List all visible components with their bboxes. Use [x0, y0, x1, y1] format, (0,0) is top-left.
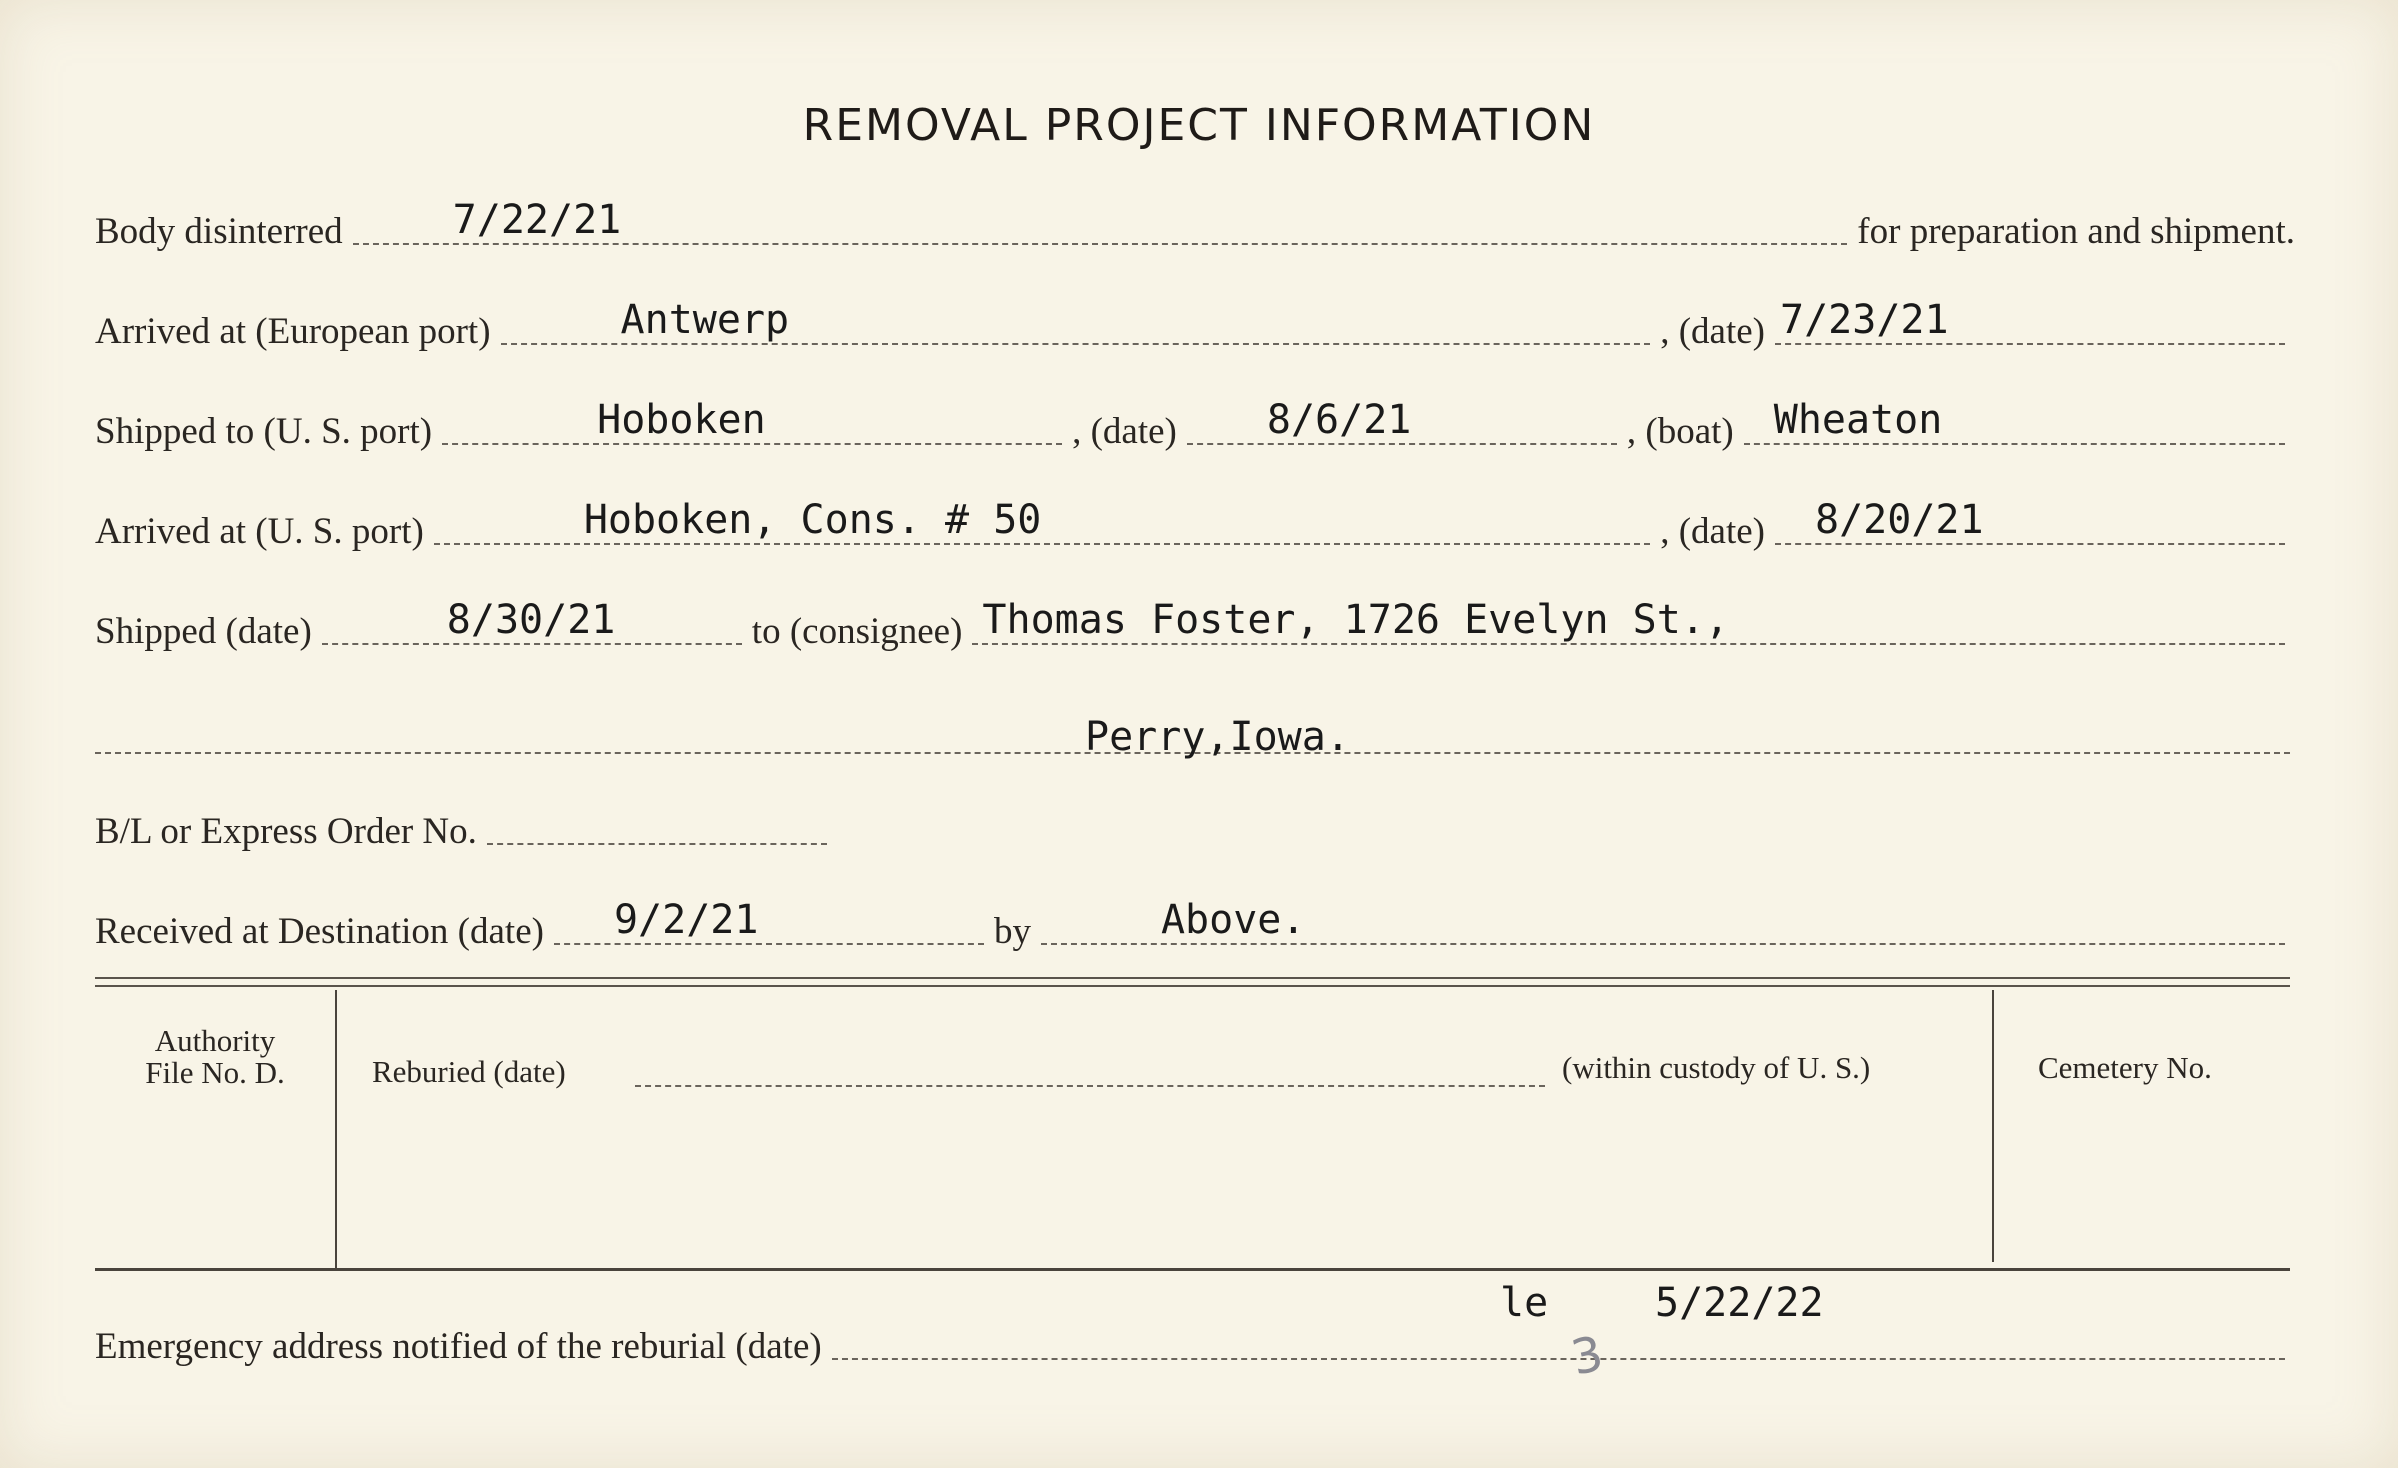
row-shipped-us [95, 395, 2295, 455]
emergency-label: Emergency address notified of the reburial (date) [95, 1326, 822, 1367]
arrived-us-date-field [1775, 483, 2285, 545]
shipped-us-boat-label: , (boat) [1626, 411, 1734, 452]
shipped-us-boat-field [1744, 383, 2285, 445]
disinterred-value: 7/22/21 [452, 197, 622, 243]
file-no-label: File No. D. [145, 1055, 285, 1090]
arrived-eu-field [501, 283, 1651, 345]
row-arrived-european [95, 295, 2295, 355]
consignee-field [972, 583, 2285, 645]
shipped-us-date-label: , (date) [1072, 411, 1177, 452]
shipped-date: 8/30/21 [446, 597, 616, 643]
bl-label: B/L or Express Order No. [95, 811, 477, 852]
arrived-us-date-label: , (date) [1660, 511, 1765, 552]
disinterred-suffix: for preparation and shipment. [1857, 211, 2295, 252]
row-arrived-us [95, 495, 2295, 555]
shipped-us-field [442, 383, 1062, 445]
received-by-label: by [993, 911, 1031, 952]
arrived-us-field [434, 483, 1650, 545]
row-disinterred [95, 195, 2295, 255]
row-bl-order [95, 795, 2295, 855]
bl-field [487, 783, 827, 845]
reburied-label: Reburied (date) [372, 1054, 566, 1089]
shipped-us-label: Shipped to (U. S. port) [95, 411, 433, 452]
box-divider-right [1992, 990, 1994, 1262]
disinterred-field [353, 183, 1848, 245]
emergency-field [832, 1298, 2285, 1360]
arrived-eu-value: Antwerp [620, 297, 790, 343]
shipped-date-field [322, 583, 742, 645]
custody-label: (within custody of U. S.) [1562, 1050, 1871, 1085]
box-divider-left [335, 990, 337, 1268]
emergency-code: le [1500, 1280, 1549, 1326]
received-by: Above. [1160, 897, 1306, 943]
box-top-rule [95, 977, 2290, 987]
row-received [95, 895, 2295, 955]
box-bottom-rule [95, 1268, 2290, 1271]
consignee-label: to (consignee) [751, 611, 963, 652]
received-by-field [1041, 883, 2285, 945]
consignee-value: Thomas Foster, 1726 Evelyn St., [982, 597, 1729, 643]
shipped-label: Shipped (date) [95, 611, 312, 652]
received-date: 9/2/21 [613, 897, 759, 943]
row-emergency [95, 1310, 2295, 1370]
arrived-us-value: Hoboken, Cons. # 50 [583, 497, 1042, 543]
disinterred-label: Body disinterred [95, 211, 343, 252]
arrived-eu-date-label: , (date) [1660, 311, 1765, 352]
arrived-eu-date: 7/23/21 [1780, 297, 1949, 343]
shipped-us-date: 8/6/21 [1266, 397, 1412, 443]
consignee-line2-value: Perry,Iowa. [1085, 714, 1350, 760]
arrived-eu-date-field [1775, 283, 2285, 345]
pencil-mark: 3 [1566, 1325, 1609, 1387]
received-label: Received at Destination (date) [95, 911, 544, 952]
authority-label: Authority [154, 1023, 276, 1058]
shipped-us-boat: Wheaton [1773, 397, 1943, 443]
cemetery-label: Cemetery No. [2038, 1050, 2212, 1085]
arrived-us-label: Arrived at (U. S. port) [95, 511, 424, 552]
arrived-eu-label: Arrived at (European port) [95, 311, 491, 352]
row-shipped [95, 595, 2295, 655]
shipped-us-value: Hoboken [597, 397, 766, 443]
reburied-field [635, 1085, 1545, 1087]
card-title: REMOVAL PROJECT INFORMATION [802, 100, 1596, 151]
arrived-us-date: 8/20/21 [1815, 497, 1984, 543]
emergency-date: 5/22/22 [1655, 1280, 1824, 1326]
received-date-field [554, 883, 984, 945]
shipped-us-date-field [1187, 383, 1617, 445]
